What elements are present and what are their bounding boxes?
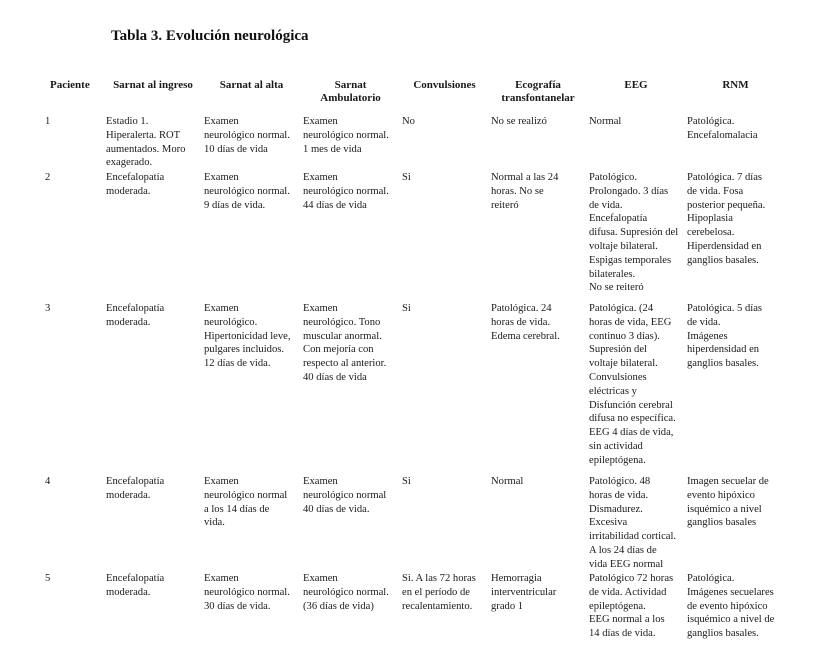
cell-sarnat-alta: Examen neurológico. Hipertonicidad leve, pulgares incluidos. 12 días de vida. (204, 303, 291, 370)
cell-sarnat-ingreso: Encefalopatía moderada. (106, 303, 165, 328)
header-sarnat-ambulatorio: Sarnat Ambulatorio (320, 79, 381, 104)
cell-convulsiones: Si (402, 303, 411, 314)
header-paciente: Paciente (50, 79, 90, 91)
cell-rnm: Patológica. 7 días de vida. Fosa posterior pequeña. Hipoplasia cerebelosa. Hiperdensidad en ganglios basales. (687, 172, 766, 266)
cell-convulsiones: No (402, 116, 415, 127)
cell-paciente: 3 (45, 303, 51, 314)
table-row (42, 475, 786, 572)
cell-convulsiones: Si. A las 72 horas en el período de recalentamiento. (402, 573, 476, 612)
cell-paciente: 1 (45, 116, 51, 127)
cell-paciente: 2 (45, 172, 51, 183)
header-eeg: EEG (624, 79, 648, 91)
cell-sarnat-ingreso: Encefalopatía moderada. (106, 476, 165, 501)
cell-rnm: Imagen secuelar de evento hipóxico isquémico a nivel ganglios basales (687, 476, 769, 529)
cell-sarnat-ingreso: Estadio 1. Hiperalerta. ROT aumentados. Moro exagerado. (106, 116, 186, 169)
cell-eeg: Patológico. Prolongado. 3 días de vida. Encefalopatía difusa. Supresión del voltaje bilateral. Espigas temporales bilaterales. No se reiteró (589, 172, 679, 294)
cell-sarnat-alta: Examen neurológico normal. 9 días de vida. (204, 172, 290, 211)
cell-ecografia: Hemorragia interventricular grado 1 (491, 573, 557, 612)
cell-sarnat-ambulatorio: Examen neurológico normal. (36 días de vida) (303, 573, 389, 612)
header-convulsiones: Convulsiones (413, 79, 476, 91)
cell-eeg: Patológico. 48 horas de vida. Dismadurez. Excesiva irritabilidad cortical. A los 24 días de vida EEG normal (589, 476, 677, 570)
cell-ecografia: No se realizó (491, 116, 547, 127)
cell-ecografia: Patológica. 24 horas de vida. Edema cerebral. (491, 303, 560, 342)
cell-ecografia: Normal (491, 476, 524, 487)
header-sarnat-alta: Sarnat al alta (219, 79, 284, 91)
cell-sarnat-ingreso: Encefalopatía moderada. (106, 573, 165, 598)
cell-eeg: Normal (589, 116, 622, 127)
cell-paciente: 4 (45, 476, 51, 487)
table-row (42, 171, 786, 302)
table-header-row (42, 78, 786, 115)
cell-convulsiones: Si (402, 172, 411, 183)
neurological-evolution-table (42, 78, 786, 652)
cell-convulsiones: Si (402, 476, 411, 487)
table-row (42, 115, 786, 171)
cell-sarnat-ambulatorio: Examen neurológico normal. 44 días de vida (303, 172, 389, 211)
header-sarnat-ingreso: Sarnat al ingreso (113, 79, 193, 91)
cell-sarnat-alta: Examen neurológico normal. 30 días de vida. (204, 573, 290, 612)
cell-sarnat-alta: Examen neurológico normal a los 14 días de vida. (204, 476, 288, 529)
cell-paciente: 5 (45, 573, 51, 584)
cell-rnm: Patológica. 5 días de vida. Imágenes hiperdensidad en ganglios basales. (687, 303, 763, 370)
cell-eeg: Patológica. (24 horas de vida, EEG continuo 3 días). Supresión del voltaje bilateral. Convulsiones eléctricas y Disfunción cerebral difusa no específica. EEG 4 días de vida, sin actividad epileptógena. (589, 303, 676, 466)
cell-rnm: Patológica. Imágenes secuelares de evento hipóxico isquémico a nivel de ganglios basales. (687, 573, 775, 640)
cell-sarnat-alta: Examen neurológico normal. 10 días de vida (204, 116, 290, 155)
cell-sarnat-ingreso: Encefalopatía moderada. (106, 172, 165, 197)
header-ecografia: Ecografía transfontanelar (501, 79, 575, 104)
cell-eeg: Patológico 72 horas de vida. Actividad epileptógena. EEG normal a los 14 días de vida. (589, 573, 674, 640)
cell-sarnat-ambulatorio: Examen neurológico. Tono muscular anormal. Con mejoría con respecto al anterior. 40 días de vida (303, 303, 387, 383)
cell-sarnat-ambulatorio: Examen neurológico normal 40 días de vida. (303, 476, 387, 515)
cell-ecografia: Normal a las 24 horas. No se reiteró (491, 172, 559, 211)
table-row (42, 302, 786, 475)
table-row (42, 572, 786, 652)
table-title: Tabla 3. Evolución neurológica (111, 28, 309, 44)
header-rnm: RNM (722, 79, 749, 91)
cell-sarnat-ambulatorio: Examen neurológico normal. 1 mes de vida (303, 116, 389, 155)
cell-rnm: Patológica. Encefalomalacia (687, 116, 758, 141)
